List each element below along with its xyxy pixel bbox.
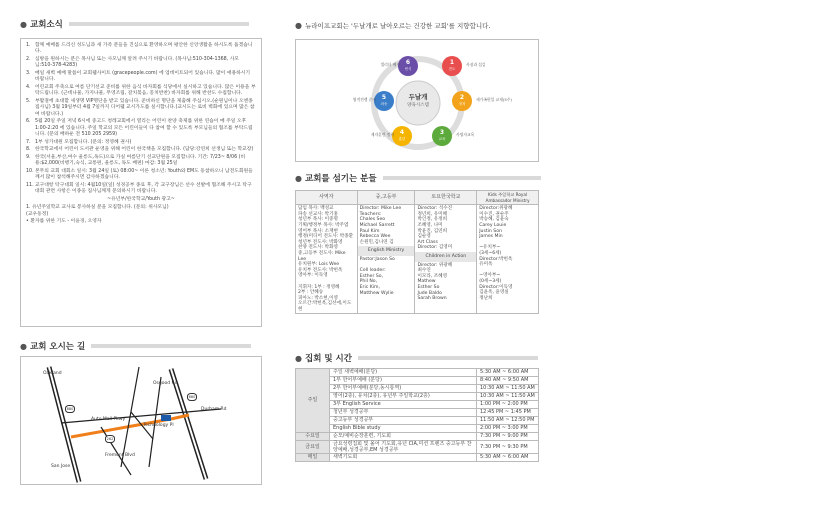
news-item bbox=[26, 183, 256, 196]
staff-line: Jude Baldo bbox=[417, 290, 442, 296]
highway-880-icon: 880 bbox=[66, 407, 74, 411]
schedule-time: 7:30 PM ~ 9:30 PM bbox=[477, 441, 539, 454]
news-item-text: 함께 예배를 드리신 성도님과 새 가족 분들을 진심으로 환영하오며 평안한 신앙생활을 하시도록 돕겠습니다. bbox=[35, 43, 253, 55]
step-desc: 사명자교육 bbox=[456, 132, 475, 137]
schedule-time: 11:50 AM ~ 12:50 PM bbox=[477, 417, 539, 425]
korean-school-cell bbox=[415, 205, 477, 314]
step-desc: 사귐과 섬김 bbox=[466, 62, 486, 67]
staff-line: 정난희 bbox=[479, 295, 493, 301]
news-item-number: 10. bbox=[26, 168, 34, 174]
staff-line: 영어부 목사: 소재현 bbox=[298, 228, 338, 234]
staff-line: 청년부 전도사: 박화영 bbox=[298, 239, 343, 245]
schedule-time: 8:40 AM ~ 9:50 AM bbox=[477, 377, 539, 385]
staff-line: 기획/행정부 목사: 박주엽 bbox=[298, 222, 349, 228]
bullet-icon: ● bbox=[20, 19, 27, 29]
schedule-time: 10:30 AM ~ 11:50 AM bbox=[477, 385, 539, 393]
schedule-event: 3부 English Service bbox=[330, 401, 477, 409]
staff-line: 지휘자: 1부 : 정영혜 bbox=[298, 284, 340, 290]
staff-line: Art Class bbox=[417, 239, 438, 245]
ministers-cell bbox=[296, 205, 358, 314]
diagram-center-sub: 양육시스템 bbox=[407, 103, 429, 108]
staff-line: Phil No, bbox=[359, 279, 378, 285]
vision-title: 뉴라이프교회는 '두날개로 날아오르는 건강한 교회'를 지향합니다. bbox=[304, 21, 491, 30]
staff-line: 피아노: 박소현,이영 bbox=[298, 295, 338, 301]
news-list bbox=[26, 43, 256, 195]
step-desc: 제자훈련 정착 bbox=[370, 132, 394, 137]
staff-line: Pastor:Jason So bbox=[359, 256, 395, 262]
schedule-event: 순모/예비순장훈련, 기도회 bbox=[330, 433, 477, 441]
news-title: 교회소식 bbox=[29, 20, 63, 30]
schedule-event: 중고등부 성경공부 bbox=[330, 417, 477, 425]
durham-label: Durham Rd bbox=[201, 407, 227, 412]
news-item-text: 매일 새벽 예배 말씀이 교회웹사이트 (gracepeople.com) 에 업데이트되어 있습니다. 많이 애용하시기 바랍니다. bbox=[35, 70, 251, 83]
schedule-category: 수요일 bbox=[296, 433, 330, 441]
news-item bbox=[26, 119, 256, 138]
staff-line: Director: 위광혜 bbox=[417, 262, 453, 268]
group-title: (교우동정) bbox=[26, 212, 49, 218]
staff-line: Matthew Wylie bbox=[359, 290, 394, 296]
servants-table bbox=[295, 190, 539, 314]
staff-line: (3세~6세) bbox=[479, 250, 502, 256]
schedule-row bbox=[296, 417, 539, 425]
staff-line: ~영아부~ bbox=[479, 273, 501, 279]
divider bbox=[383, 176, 541, 180]
step-desc: 새가족편입 교재(5주) bbox=[476, 97, 512, 102]
schedule-event: 주일 새벽예배(분당) bbox=[330, 369, 477, 377]
auto-mall-label: Auto Mall Pkwy bbox=[91, 417, 126, 422]
staff-line: 오르간:박헌옥,김선애,이도현 bbox=[298, 301, 352, 312]
english-ministry-label: English Ministry bbox=[358, 246, 415, 256]
schedule-row bbox=[296, 377, 539, 385]
news-item-number: 5. bbox=[26, 98, 31, 104]
group-item: • 환자를 위한 기도 - 이윤경, 오영자 bbox=[26, 219, 102, 225]
staff-line: 손원민,김나연 김 bbox=[359, 239, 394, 245]
staff-line: Justin Son bbox=[479, 228, 502, 234]
technology-label: Technology Pl bbox=[143, 423, 174, 428]
step-number: 1 bbox=[449, 59, 455, 66]
col-header: Kids 주일학교 Royal Ambassador Ministry bbox=[477, 191, 539, 205]
news-item bbox=[26, 140, 256, 146]
map[interactable] bbox=[20, 356, 262, 485]
staff-line: 김순영 bbox=[417, 234, 431, 240]
news-item bbox=[26, 169, 256, 182]
step-number: 2 bbox=[459, 94, 465, 101]
schedule-row bbox=[296, 441, 539, 454]
staff-line: 청년부 목사: 이중명 bbox=[298, 217, 338, 223]
schedule-category: 금요일 bbox=[296, 441, 330, 454]
step-desc: 셀리더 배가 bbox=[380, 62, 400, 67]
staff-line: Paul Kim bbox=[359, 228, 380, 234]
staff-line: Director:박헌옥 bbox=[479, 256, 513, 262]
col-header: 토요한국학교 bbox=[415, 191, 477, 205]
staff-line: Esther So, bbox=[359, 273, 384, 279]
step-name: 전도 bbox=[448, 67, 456, 71]
staff-line: Mathew bbox=[417, 279, 436, 285]
staff-line: 박인정, 유정희 bbox=[417, 217, 448, 223]
bullet-icon: ● bbox=[295, 353, 302, 363]
staff-line: ~유치부~ bbox=[479, 245, 501, 251]
step-number: 5 bbox=[381, 94, 387, 101]
staff-line: (0세~3세) bbox=[479, 278, 502, 284]
news-item-number: 3. bbox=[26, 70, 31, 76]
col-header: 중,고등부 bbox=[357, 191, 415, 205]
youth-title: ~유년부/한국학교/Youth 광고~ bbox=[107, 197, 175, 203]
news-box bbox=[20, 38, 262, 327]
news-item-text: 부활절에 초대할 새생명 VIP명단을 받고 있습니다. 준비하신 명단을 제출해 주십시오.(순원님이나 오엔종 집사님) 3월 19일부터 4월 7일까지 디어웰 교시가도를 실시합니다.(교시도는 로비 벽화에 있으며 많은 참여 바랍니다.) bbox=[35, 98, 255, 117]
schedule-category: 주일 bbox=[296, 369, 330, 433]
schedule-event: 2부 한어부예배(분당,동시통역) bbox=[330, 385, 477, 393]
staff-line: 김윤옥, 윤영실 bbox=[479, 290, 509, 296]
news-item-text: 심방을 원하시는 분은 목사님 또는 사모님께 알려 주시기 바랍니다. (목사님:510-304-1368, 사모님:510-378-4283) bbox=[35, 56, 240, 69]
schedule-heading bbox=[295, 352, 538, 364]
schedule-time: 1:00 PM ~ 2:00 PM bbox=[477, 401, 539, 409]
news-item bbox=[26, 85, 256, 98]
cia-label: Children in Action bbox=[415, 252, 476, 262]
staff-line: Director: 김영미 bbox=[417, 245, 453, 251]
bullet-icon: ● bbox=[295, 173, 302, 183]
news-item-number: 11. bbox=[26, 182, 34, 188]
staff-line: 2부 : 안혜승 bbox=[298, 290, 324, 296]
diagram-center-title: 두날개 bbox=[408, 93, 428, 101]
staff-line: Chales Seo bbox=[359, 217, 386, 223]
fremont-label: Fremont Blvd bbox=[105, 453, 135, 458]
news-item bbox=[26, 155, 256, 168]
step-number: 4 bbox=[399, 129, 405, 136]
staff-line: 담임 목사: 백성교 bbox=[298, 206, 334, 212]
staff-line: 이수진, 권순주 bbox=[479, 211, 509, 217]
news-item-number: 6. bbox=[26, 119, 31, 125]
schedule-time: 10:30 AM ~ 11:50 AM bbox=[477, 393, 539, 401]
schedule-time: 5:30 AM ~ 6:00 AM bbox=[477, 369, 539, 377]
san-jose-label: San Jose bbox=[51, 464, 71, 469]
schedule-time: 12:45 PM ~ 1:45 PM bbox=[477, 409, 539, 417]
staff-line: Director:위광혜 bbox=[479, 206, 513, 212]
schedule-row bbox=[296, 433, 539, 441]
schedule-row bbox=[296, 385, 539, 393]
step-desc: 영적전쟁 준비 bbox=[352, 97, 376, 102]
staff-line: Michael Sarrett bbox=[359, 222, 395, 228]
schedule-time: 7:30 PM ~ 9:00 PM bbox=[477, 433, 539, 441]
staff-line: 행정(미디어 전도사: 박종환 bbox=[298, 234, 354, 240]
news-item-text: 1부 성가대원 모집합니다. (문의: 정영혜 권사) bbox=[35, 139, 132, 145]
schedule-time: 2:00 PM ~ 3:00 PM bbox=[477, 425, 539, 433]
staff-line: Teachers: bbox=[359, 211, 382, 217]
youth-cell bbox=[357, 205, 415, 314]
news-item-number: 9. bbox=[26, 154, 31, 160]
staff-line: Esther So bbox=[417, 284, 440, 290]
staff-line: Carey Louie bbox=[479, 222, 507, 228]
news-item bbox=[26, 71, 256, 84]
schedule-event: English Bible study bbox=[330, 425, 477, 433]
staff-line: 영아부: 이득영 bbox=[298, 273, 328, 279]
schedule-row bbox=[296, 401, 539, 409]
schedule-event: 금요성령집회 및 올어 기도회,유년 CIA,미션 프렌즈 중고등부 찬양예배,성경공부,EM 성경공부 bbox=[330, 441, 477, 454]
step-number: 6 bbox=[405, 59, 411, 66]
staff-line: Director:이득영 bbox=[479, 284, 513, 290]
news-heading bbox=[20, 18, 249, 30]
staff-line: 최수연 bbox=[417, 268, 431, 274]
staff-line: Sarah Brown bbox=[417, 296, 447, 302]
news-item-number: 1. bbox=[26, 43, 31, 48]
schedule-event: 새벽기도회 bbox=[330, 454, 477, 462]
schedule-time: 5:30 AM ~ 6:00 AM bbox=[477, 454, 539, 462]
news-item bbox=[26, 99, 256, 118]
osgood-label: Osgood Rd bbox=[153, 381, 178, 386]
vision-heading bbox=[295, 19, 491, 31]
news-item-number: 7. bbox=[26, 139, 31, 145]
staff-line: Eric Kim, bbox=[359, 284, 380, 290]
news-item-text: 한국학교에서 어린이 도서관 운영을 위해 어린이 한국책을 모집합니다. (담당:강연희 선생님 또는 학교장) bbox=[35, 147, 254, 153]
directions-title: 교회 오시는 길 bbox=[29, 342, 86, 352]
schedule-row bbox=[296, 393, 539, 401]
schedule-row bbox=[296, 454, 539, 462]
servants-title: 교회를 섬기는 분들 bbox=[304, 174, 377, 184]
staff-line: 유치부 전도사: 박헌옥 bbox=[298, 267, 343, 273]
step-number: 3 bbox=[439, 129, 445, 136]
schedule-title: 집회 및 시간 bbox=[304, 354, 352, 364]
staff-line: Rebecca Wee bbox=[359, 234, 391, 240]
schedule-row bbox=[296, 369, 539, 377]
staff-line: Director: Mike Lee bbox=[359, 206, 402, 212]
schedule-table bbox=[295, 368, 539, 462]
staff-line: 박윤진, 김연희 bbox=[417, 228, 448, 234]
bullet-icon: ● bbox=[20, 341, 27, 351]
directions-heading bbox=[20, 340, 251, 352]
staff-line: 찬양 전도사: 박화영 bbox=[298, 245, 338, 251]
staff-line: Cell leader: bbox=[359, 268, 386, 274]
youth-item: 1. 유년주일학교 교사로 봉사하실 분을 모집합니다. (문의: 위사모님) bbox=[26, 204, 169, 210]
staff-line: 유미옥 bbox=[479, 262, 493, 268]
schedule-event: 1부 한어부예배 (분당) bbox=[330, 377, 477, 385]
staff-line: 파송 선교사: 박기홍 bbox=[298, 211, 338, 217]
vision-diagram bbox=[295, 39, 539, 162]
news-item-text: 본무의 교회 대회소 일시: 3월 24일 (토) 08:00~ 이른 청소년: Youth와 EM도 동참하오니 남전도회원들께서 많이 참석해주시면 감사하겠습니다. bbox=[35, 168, 253, 181]
highway-680-icon: 680 bbox=[188, 395, 196, 399]
news-item bbox=[26, 57, 256, 70]
news-item-number: 2. bbox=[26, 56, 31, 62]
divider bbox=[91, 344, 251, 348]
staff-line: 유치원부: Lois Wee bbox=[298, 262, 340, 268]
staff-line: 조혜영, 나미 bbox=[417, 222, 443, 228]
news-item-text: 5월 20일 주일 저녁 6시에 중고드 청레교회에서 열리는 어린이 찬양 축제를 위한 연습이 매 주일 오후 1:00-2:20 에 있습니다. 주일 학교의 모든 어린이들이 다 참여 할 수 있도록 부모님들의 협조를 부탁드립니다. (문의 배하운 전 510 205 2959) bbox=[35, 119, 253, 137]
staff-line: 정년희, 유미혜 bbox=[417, 211, 448, 217]
staff-line: 박승혜, 김윤숙 bbox=[479, 217, 509, 223]
news-item-text: 한국(서울,부산,여수 울릉도,독도)으로 가실 여름단기 선교단원을 모집합니다. 기간: 7/23~ 8/06 (비용:$2,000(비행기,숙식, 교통편, 울릉도, 독도 배편) 마감: 3월 25일 bbox=[35, 154, 246, 167]
step-name: 번식 bbox=[404, 67, 412, 71]
schedule-category: 매일 bbox=[296, 454, 330, 462]
schedule-event: 영어(2층), 유치(2층), 유년부 주일학교(2층) bbox=[330, 393, 477, 401]
staff-line: 이모라, 조혜영 bbox=[417, 273, 448, 279]
news-item-text: 교구대항 탁구대회 일시: 4월10일(일) 성경공부 종료 후, 각 교구장님은 선수 선발에 협조해 주시고 탁구 대회 관련 사항은 이종웅 집사님께게 문의하시기 바랍니다. bbox=[35, 182, 252, 195]
highway-262-icon: 262 bbox=[106, 437, 114, 441]
step-name: 정착 bbox=[458, 102, 466, 106]
step-name: 파송 bbox=[380, 102, 388, 106]
oakland-label: Oakland bbox=[43, 371, 62, 376]
kids-cell bbox=[477, 205, 539, 314]
bullet-icon: ● bbox=[295, 20, 302, 30]
news-item-number: 8. bbox=[26, 147, 31, 153]
step-name: 교육 bbox=[438, 137, 446, 141]
staff-line: 중,고등부 전도사: Mike Lee bbox=[298, 250, 346, 262]
divider bbox=[69, 22, 249, 26]
news-item bbox=[26, 147, 256, 153]
staff-line: Director: 석수진 bbox=[417, 206, 453, 212]
news-item bbox=[26, 43, 256, 56]
step-name: 훈련 bbox=[398, 137, 406, 141]
schedule-event: 청년부 성경공부 bbox=[330, 409, 477, 417]
servants-heading bbox=[295, 172, 541, 184]
news-item-text: 어린교회 주축으로 여름 단기선교 준비를 위한 음식 바자회를 식당에서 실시하고 있습니다. 많은 이용을 부탁드립니다. (근데나물, 가지나물, 무영조림, 갈치볶음, 꽁치반찬) 바자회를 위해 반찬도 수집합니다. bbox=[35, 84, 256, 97]
staff-line: James Min bbox=[479, 234, 503, 240]
col-header: 사역자 bbox=[296, 191, 358, 205]
schedule-row bbox=[296, 425, 539, 433]
schedule-row bbox=[296, 409, 539, 417]
divider bbox=[358, 356, 538, 360]
news-item-number: 4. bbox=[26, 84, 31, 90]
